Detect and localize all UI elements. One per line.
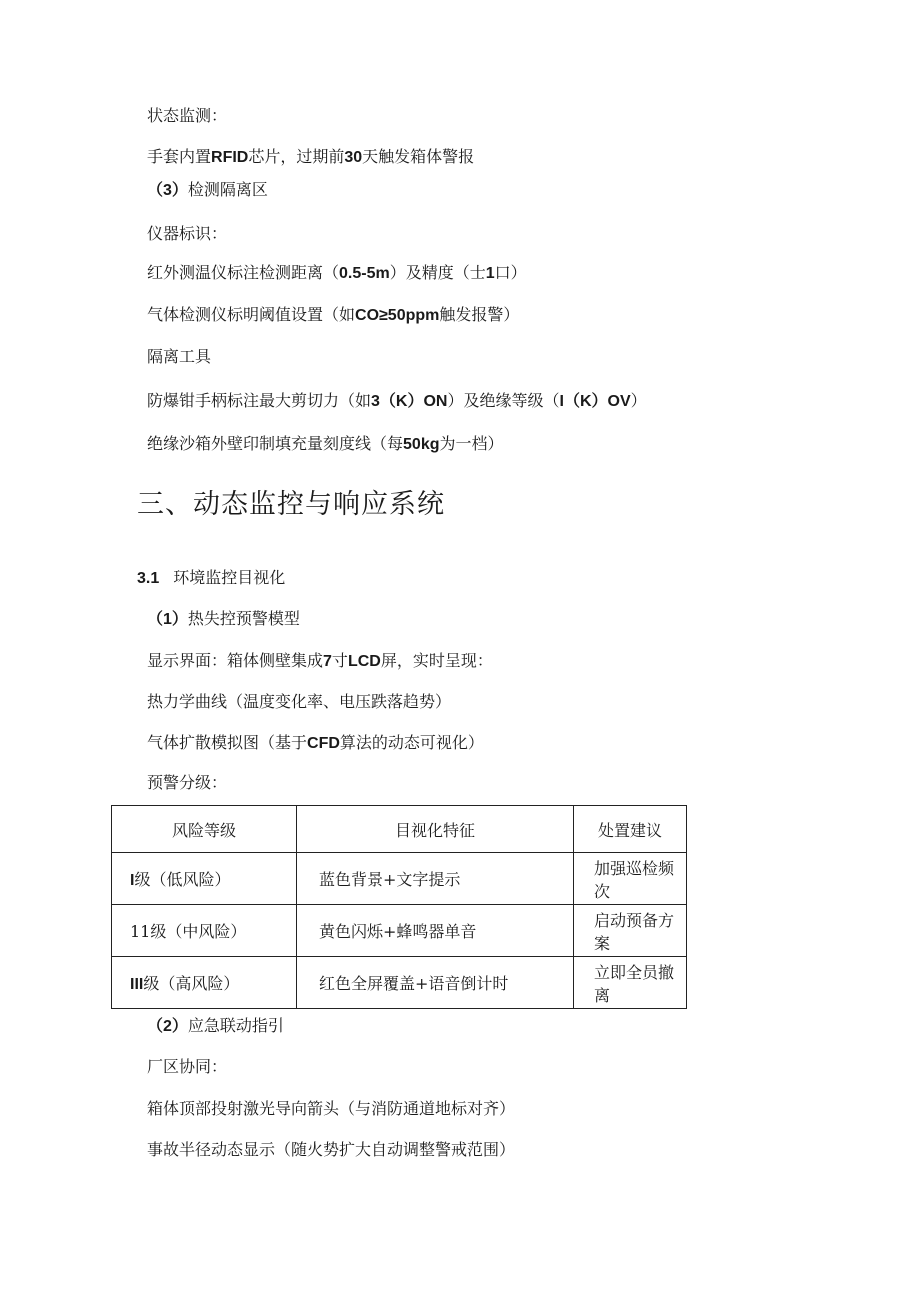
table-row <box>112 853 687 905</box>
laser-arrow-text: 箱体顶部投射激光导向箭头（与消防通道地标对齐） <box>147 1099 516 1118</box>
visual-feature-cell: 红色全屏覆盖+语音倒计时 <box>297 957 574 1009</box>
table-header: 目视化特征 <box>297 806 574 853</box>
table-row <box>112 905 687 957</box>
plier-text: 防爆钳手柄标注最大剪切力（如3（K）ON）及绝缘等级（I（K）OV） <box>147 391 647 410</box>
sandbox-text: 绝缘沙箱外壁印制填充量刻度线（每50kg为一档） <box>147 434 504 453</box>
section-heading: 三、动态监控与响应系统 <box>137 489 445 520</box>
visual-feature-cell: 黄色闪烁+蜂鸣器单音 <box>297 905 574 957</box>
glove-rfid-text: 手套内置RFID芯片，过期前30天触发箱体警报 <box>147 147 475 166</box>
advice-cell: 立即全员撤离 <box>574 957 687 1009</box>
table-header: 处置建议 <box>574 806 687 853</box>
plant-coordination-label: 厂区协同： <box>147 1057 228 1076</box>
gas-map-text: 气体扩散模拟图（基于CFD算法的动态可视化） <box>147 733 484 752</box>
infrared-text: 红外测温仪标注检测距离（0.5-5m）及精度（士1口） <box>147 263 527 282</box>
zone-heading: （3）检测隔离区 <box>147 180 268 199</box>
grading-label: 预警分级： <box>147 773 228 792</box>
risk-level-table <box>111 805 687 1009</box>
subsection-heading: 3.1 环境监控目视化 <box>137 568 286 587</box>
gas-detector-text: 气体检测仪标明阈值设置（如CO≥50ppm触发报警） <box>147 305 520 324</box>
visual-feature-cell: 蓝色背景+文字提示 <box>297 853 574 905</box>
table-row <box>112 957 687 1009</box>
display-text: 显示界面：箱体侧壁集成7寸LCD屏，实时呈现： <box>147 651 493 670</box>
status-monitor-label: 状态监测： <box>147 106 228 125</box>
table-header: 风险等级 <box>112 806 297 853</box>
thermo-curve-text: 热力学曲线（温度变化率、电压跌落趋势） <box>147 692 452 711</box>
linkage-heading: （2）应急联动指引 <box>147 1016 284 1035</box>
risk-level-cell: 11级（中风险） <box>112 905 297 957</box>
model-heading: （1）热失控预警模型 <box>147 609 300 628</box>
table-header-row <box>112 806 687 853</box>
risk-level-cell: III级（高风险） <box>112 957 297 1009</box>
instrument-label: 仪器标识： <box>147 224 228 243</box>
advice-cell: 加强巡检频次 <box>574 853 687 905</box>
isolation-tools-label: 隔离工具 <box>147 347 212 366</box>
advice-cell: 启动预备方案 <box>574 905 687 957</box>
incident-radius-text: 事故半径动态显示（随火势扩大自动调整警戒范围） <box>147 1140 516 1159</box>
risk-level-cell: I级（低风险） <box>112 853 297 905</box>
